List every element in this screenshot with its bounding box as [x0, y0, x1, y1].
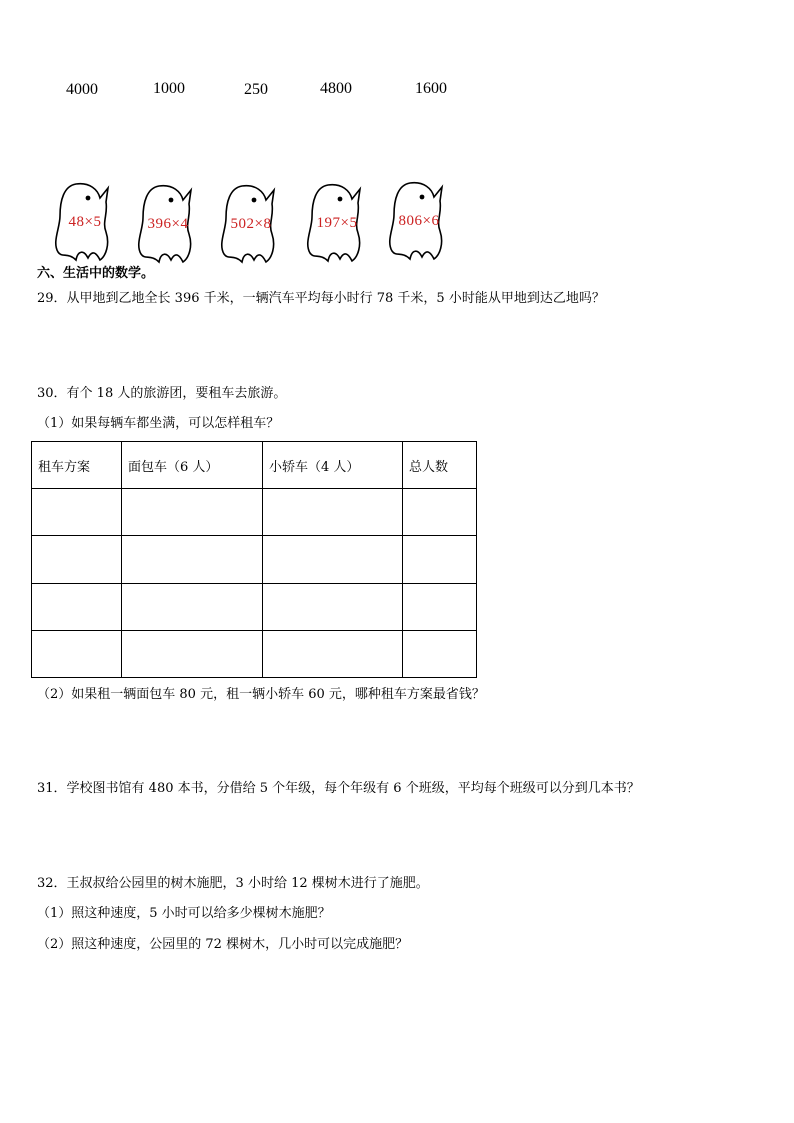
- number-1: 4000: [66, 81, 98, 98]
- question-32: 32．王叔叔给公园里的树木施肥，3 小时给 12 棵树木进行了施肥。: [37, 876, 429, 891]
- table-cell: [403, 583, 477, 630]
- number-2: 1000: [153, 80, 185, 97]
- table-cell: [32, 489, 122, 536]
- question-32-part-2: （2）照这种速度，公园里的 72 棵树木，几小时可以完成施肥？: [37, 937, 409, 952]
- table-cell: [263, 536, 403, 583]
- number-5: 1600: [415, 80, 447, 97]
- ghost-5: [384, 179, 454, 267]
- table-cell: [32, 536, 122, 583]
- table-cell: [32, 583, 122, 630]
- question-29: 29．从甲地到乙地全长 396 千米，一辆汽车平均每小时行 78 千米，5 小时能从甲地到达乙地吗？: [37, 291, 605, 306]
- ghost-expression: 806×6: [398, 213, 440, 229]
- section-heading: 六、生活中的数学。: [37, 266, 155, 281]
- table-cell: [122, 630, 263, 677]
- question-31: 31．学校图书馆有 480 本书，分借给 5 个年级，每个年级有 6 个班级，平均每个班级可以分到几本书？: [37, 781, 640, 796]
- table-cell: [122, 583, 263, 630]
- table-header-cell: 总人数: [403, 442, 477, 489]
- question-30-part-2: （2）如果租一辆面包车 80 元，租一辆小轿车 60 元，哪种租车方案最省钱？: [37, 687, 485, 702]
- table-cell: [32, 630, 122, 677]
- ghost-3: [216, 182, 286, 270]
- question-30-part-1: （1）如果每辆车都坐满，可以怎样租车？: [37, 416, 280, 431]
- question-30: 30．有个 18 人的旅游团，要租车去旅游。: [37, 386, 287, 401]
- number-3: 250: [244, 81, 268, 98]
- table-cell: [263, 583, 403, 630]
- table-cell: [403, 536, 477, 583]
- ghost-1: [50, 180, 120, 268]
- ghost-2: [133, 182, 203, 270]
- number-4: 4800: [320, 80, 352, 97]
- table-row: [32, 583, 477, 630]
- table-cell: [122, 489, 263, 536]
- table-row: [32, 489, 477, 536]
- ghost-expression: 48×5: [68, 214, 102, 230]
- table-header-cell: 租车方案: [32, 442, 122, 489]
- table-header-cell: 小轿车（4 人）: [263, 442, 403, 489]
- table-row: [32, 630, 477, 677]
- question-32-part-1: （1）照这种速度，5 小时可以给多少棵树木施肥？: [37, 906, 331, 921]
- rental-plan-table: [31, 441, 477, 678]
- table-header-cell: 面包车（6 人）: [122, 442, 263, 489]
- ghost-4: [302, 181, 372, 269]
- ghost-expression: 502×8: [230, 216, 272, 232]
- ghost-expression: 396×4: [147, 216, 189, 232]
- table-cell: [122, 536, 263, 583]
- table-row: [32, 536, 477, 583]
- table-cell: [263, 489, 403, 536]
- table-cell: [403, 630, 477, 677]
- table-cell: [403, 489, 477, 536]
- ghost-expression: 197×5: [316, 215, 358, 231]
- table-cell: [263, 630, 403, 677]
- table-header-row: [32, 442, 477, 489]
